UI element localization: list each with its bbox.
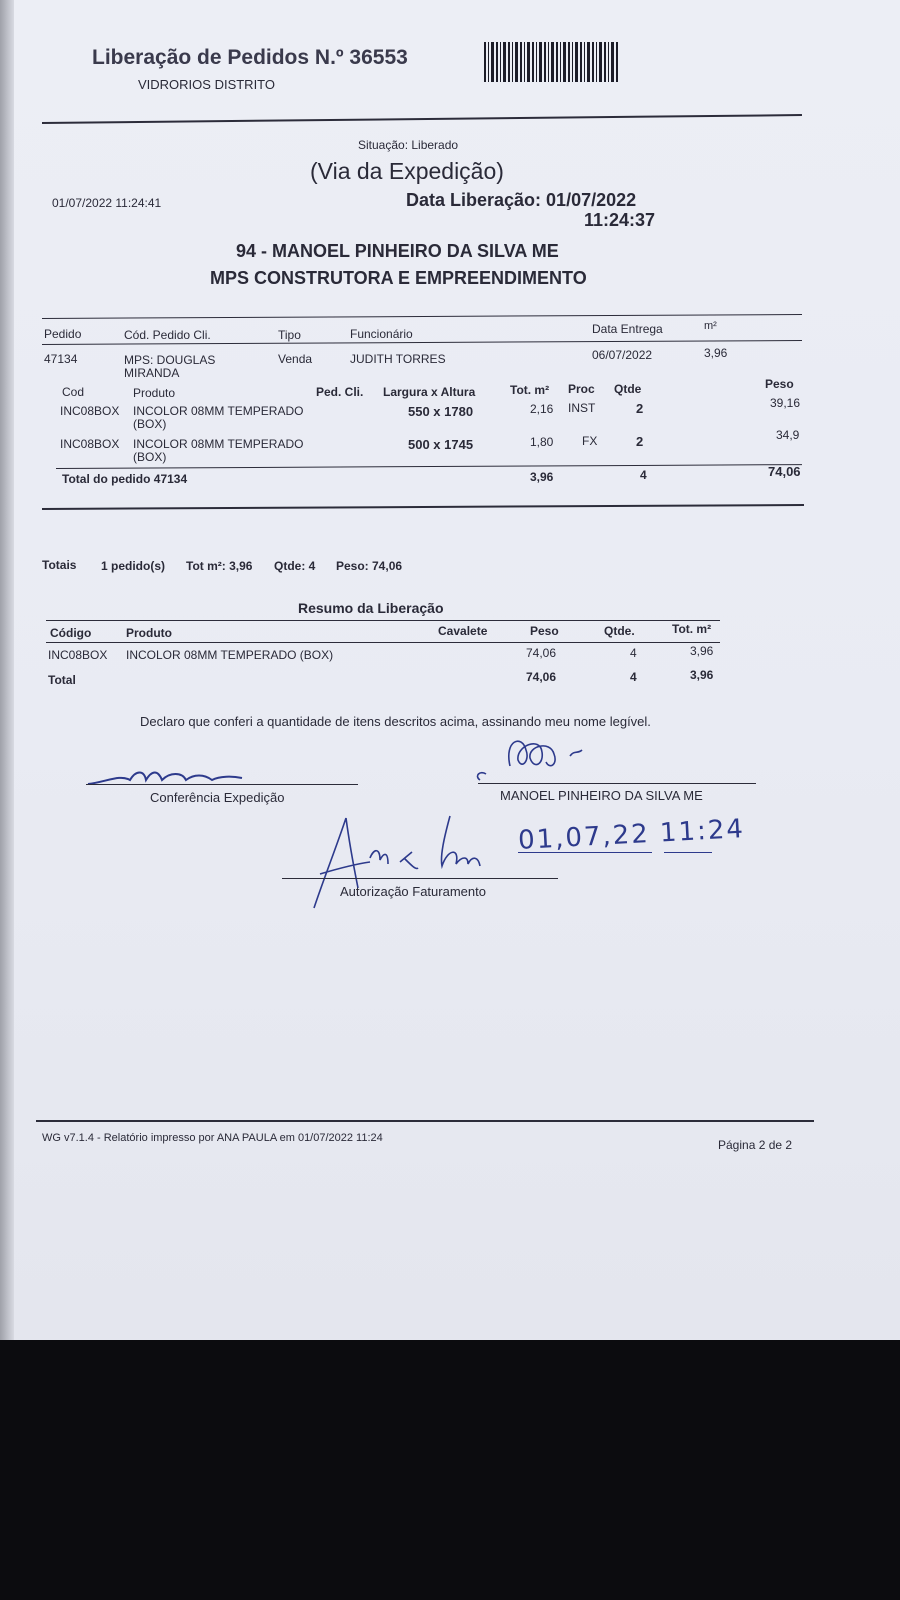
item-produto-line1: INCOLOR 08MM TEMPERADO (133, 404, 304, 418)
cod-pedido-line2: MIRANDA (124, 366, 180, 380)
item-peso: 34,9 (776, 428, 800, 442)
resumo-col-codigo: Código (50, 626, 92, 640)
cod-pedido-line1: MPS: DOUGLAS (124, 353, 216, 367)
resumo-total-qtde: 4 (630, 670, 637, 684)
totais-pedidos: 1 pedido(s) (101, 559, 166, 573)
cliente-line (478, 783, 756, 784)
pedido-m2: 3,96 (704, 346, 728, 360)
resumo-produto: INCOLOR 08MM TEMPERADO (BOX) (126, 648, 334, 662)
autorizacao-line (282, 878, 558, 879)
col-pedido-header: Pedido (44, 327, 82, 341)
item-col-peso: Peso (765, 377, 794, 391)
handwritten-time-underline (664, 852, 712, 853)
resumo-qtde: 4 (630, 646, 637, 660)
pedido-tipo: Venda (278, 352, 313, 366)
resumo-header-line (46, 642, 720, 643)
item-produto-line2: (BOX) (133, 450, 167, 464)
item-produto-line1: INCOLOR 08MM TEMPERADO (133, 437, 304, 451)
conferencia-signature (86, 760, 246, 790)
data-liberacao-time: 11:24:37 (584, 210, 656, 230)
item-proc: INST (568, 401, 596, 415)
item-tot-m2: 1,80 (530, 435, 554, 449)
resumo-col-qtde: Qtde. (604, 624, 635, 638)
item-qtde: 2 (636, 401, 644, 416)
cliente-nome: 94 - MANOEL PINHEIRO DA SILVA ME (236, 241, 559, 261)
data-liberacao: Data Liberação: 01/07/2022 (406, 190, 637, 210)
item-tot-m2: 2,16 (530, 402, 554, 416)
item-col-largura-altura: Largura x Altura (383, 385, 476, 399)
conferencia-label: Conferência Expedição (150, 790, 285, 805)
totais-m2: Tot m²: 3,96 (186, 559, 253, 573)
header-divider (42, 114, 802, 124)
footer-line (36, 1120, 814, 1122)
col-tipo-header: Tipo (278, 328, 301, 342)
item-col-proc: Proc (568, 382, 595, 396)
totais-peso: Peso: 74,06 (336, 559, 403, 573)
resumo-peso: 74,06 (526, 646, 557, 660)
col-funcionario-header: Funcionário (350, 327, 413, 341)
company-name: VIDRORIOS DISTRITO (138, 77, 275, 92)
pedido-number: 47134 (44, 352, 78, 366)
pedido-total-qtde: 4 (640, 468, 647, 482)
totais-label: Totais (42, 558, 77, 572)
item-col-tot-m2: Tot. m² (510, 383, 550, 397)
totais-qtde: Qtde: 4 (274, 559, 316, 573)
resumo-codigo: INC08BOX (48, 648, 108, 662)
page-edge-shadow (0, 0, 14, 1340)
conferencia-line (86, 784, 358, 785)
footer-page-number: Página 2 de 2 (718, 1138, 793, 1152)
pedido-data-entrega: 06/07/2022 (592, 348, 653, 362)
resumo-top-line (46, 620, 720, 621)
resumo-total-label: Total (48, 673, 76, 687)
item-col-cod: Cod (62, 385, 85, 399)
item-dimensoes: 500 x 1745 (408, 437, 474, 452)
item-peso: 39,16 (770, 396, 801, 410)
pedido-total-m2: 3,96 (530, 470, 554, 484)
item-dimensoes: 550 x 1780 (408, 404, 474, 419)
resumo-col-peso: Peso (530, 624, 559, 638)
item-produto-line2: (BOX) (133, 417, 167, 431)
cliente-signature-label: MANOEL PINHEIRO DA SILVA ME (500, 788, 703, 803)
autorizacao-signature (300, 808, 500, 928)
resumo-title: Resumo da Liberação (298, 600, 444, 616)
cliente-razao: MPS CONSTRUTORA E EMPREENDIMENTO (210, 268, 587, 288)
resumo-col-tot-m2: Tot. m² (672, 622, 712, 636)
item-col-produto: Produto (133, 386, 176, 400)
col-cod-pedido-header: Cód. Pedido Cli. (124, 328, 211, 342)
autorizacao-label: Autorização Faturamento (340, 884, 486, 899)
item-cod: INC08BOX (60, 437, 120, 451)
resumo-total-peso: 74,06 (526, 670, 557, 684)
print-timestamp: 01/07/2022 11:24:41 (52, 196, 162, 210)
situacao-label: Situação: Liberado (358, 138, 459, 152)
handwritten-date: 01,07,22 11:24 (517, 814, 746, 856)
pedido-total-label: Total do pedido 47134 (62, 472, 188, 486)
item-proc: FX (582, 434, 598, 448)
resumo-col-produto: Produto (126, 626, 172, 640)
pedido-total-peso: 74,06 (768, 464, 801, 479)
pedido-funcionario: JUDITH TORRES (350, 352, 446, 366)
document-title: Liberação de Pedidos N.º 36553 (92, 46, 408, 69)
col-m2-header: m² (704, 320, 717, 332)
col-data-entrega-header: Data Entrega (592, 322, 663, 336)
item-col-ped-cli: Ped. Cli. (316, 385, 364, 399)
declaracao-text: Declaro que conferi a quantidade de itens descritos acima, assinando meu nome legível. (140, 714, 651, 729)
item-cod: INC08BOX (60, 404, 120, 418)
pedido-total-line (56, 464, 802, 469)
resumo-tot-m2: 3,96 (690, 644, 714, 658)
handwritten-date-underline (518, 852, 652, 853)
barcode (484, 42, 618, 82)
item-col-qtde: Qtde (614, 382, 642, 396)
via-label: (Via da Expedição) (310, 158, 504, 184)
cliente-signature (470, 730, 610, 790)
pedido-table-bottom-line (42, 504, 804, 510)
pedido-table-top-line (42, 314, 802, 319)
resumo-total-tot-m2: 3,96 (690, 668, 714, 682)
footer-printed-by: WG v7.1.4 - Relatório impresso por ANA PAULA em 01/07/2022 11:24 (42, 1132, 383, 1144)
resumo-col-cavalete: Cavalete (438, 624, 488, 638)
item-qtde: 2 (636, 434, 644, 449)
